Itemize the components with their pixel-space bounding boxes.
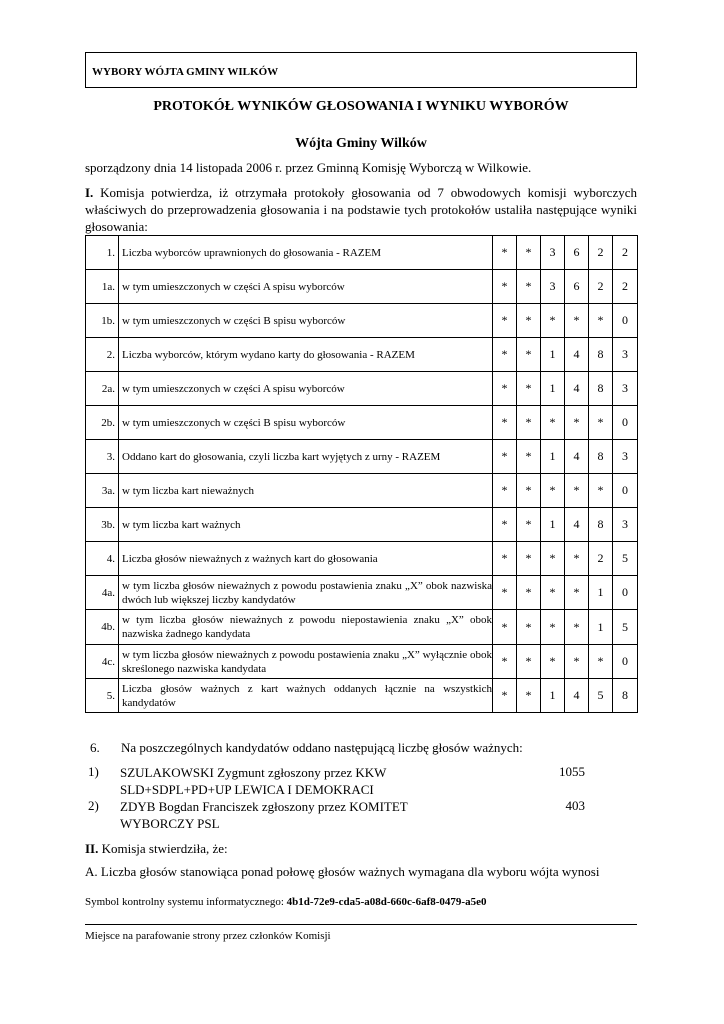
digit-cell: * [517, 508, 541, 542]
candidate-name: SZULAKOWSKI Zygmunt zgłoszony przez KKW SLD+SDPL+PD+UP LEWICA I DEMOKRACI [120, 765, 387, 797]
section-a-text: A. Liczba głosów stanowiąca ponad połowę głosów ważnych wymagana dla wyboru wójta wynosi [85, 864, 600, 879]
digit-cell: * [565, 576, 589, 610]
table-row [86, 576, 638, 610]
row-number: 2. [86, 338, 119, 372]
digit-cell: * [541, 542, 565, 576]
table-row [86, 440, 638, 474]
digit-cell: * [493, 270, 517, 304]
table-row [86, 338, 638, 372]
digit-cell: 6 [565, 270, 589, 304]
digit-cell: 2 [589, 270, 613, 304]
candidate-votes: 1055 [559, 764, 585, 779]
table-row [86, 406, 638, 440]
header-box [85, 52, 637, 88]
control-symbol [85, 896, 486, 908]
section-2-text [85, 841, 228, 857]
row-number: 1b. [86, 304, 119, 338]
digit-cell: * [565, 304, 589, 338]
section-1-body: Komisja potwierdza, iż otrzymała protokoły głosowania od 7 obwodowych komisji wyborczych właściwych do przeprowadzenia głosowania i na podstawie tych protokołów ustaliła następujące wyniki głosowania: [85, 185, 637, 234]
digit-cell: 4 [565, 440, 589, 474]
table-row [86, 236, 638, 270]
row-description: Liczba wyborców, którym wydano karty do głosowania - RAZEM [119, 338, 493, 372]
digit-cell: 8 [589, 508, 613, 542]
table-row [86, 270, 638, 304]
digit-cell: 4 [565, 338, 589, 372]
digit-cell: 1 [541, 679, 565, 713]
control-symbol-code: 4b1d-72e9-cda5-a08d-660c-6af8-0479-a5e0 [286, 896, 487, 908]
row-description: w tym liczba głosów nieważnych z powodu postawienia znaku „X” obok nazwiska dwóch lub większej liczby kandydatów [119, 576, 493, 610]
row-number: 3. [86, 440, 119, 474]
digit-cell: * [493, 236, 517, 270]
digit-cell: * [517, 440, 541, 474]
digit-cell: * [493, 679, 517, 713]
row-description: w tym umieszczonych w części A spisu wyborców [119, 372, 493, 406]
section-2-label: II. [85, 841, 99, 856]
table-row [86, 304, 638, 338]
digit-cell: * [565, 542, 589, 576]
section-1-label: I. [85, 185, 94, 200]
digit-cell: 6 [565, 236, 589, 270]
digit-cell: 3 [541, 236, 565, 270]
digit-cell: * [565, 645, 589, 679]
row-number: 5. [86, 679, 119, 713]
digit-cell: * [517, 236, 541, 270]
control-symbol-label: Symbol kontrolny systemu informatycznego: [85, 896, 287, 908]
section-1-text [85, 184, 637, 235]
candidate-index: 1) [88, 764, 99, 779]
row-description: w tym liczba kart nieważnych [119, 474, 493, 508]
digit-cell: 3 [541, 270, 565, 304]
digit-cell: 0 [613, 645, 638, 679]
table-row [86, 610, 638, 645]
row-description: w tym umieszczonych w części B spisu wyborców [119, 304, 493, 338]
digit-cell: 8 [589, 338, 613, 372]
digit-cell: 5 [589, 679, 613, 713]
digit-cell: * [541, 474, 565, 508]
digit-cell: * [517, 542, 541, 576]
digit-cell: * [565, 474, 589, 508]
digit-cell: 4 [565, 679, 589, 713]
document-subtitle: Wójta Gminy Wilków [295, 136, 427, 151]
digit-cell: 0 [613, 304, 638, 338]
table-row [86, 645, 638, 679]
table-row [86, 508, 638, 542]
candidate-votes: 403 [565, 798, 585, 813]
digit-cell: * [541, 610, 565, 645]
initials-area-label: Miejsce na parafowanie strony przez członków Komisji [85, 930, 331, 942]
digit-cell: 2 [589, 236, 613, 270]
digit-cell: 3 [613, 440, 638, 474]
digit-cell: 1 [541, 440, 565, 474]
digit-cell: * [517, 576, 541, 610]
digit-cell: * [493, 304, 517, 338]
row-description: w tym umieszczonych w części A spisu wyborców [119, 270, 493, 304]
row-description: Liczba głosów ważnych z kart ważnych oddanych łącznie na wszystkich kandydatów [119, 679, 493, 713]
digit-cell: * [493, 338, 517, 372]
row-description: Liczba głosów nieważnych z ważnych kart do głosowania [119, 542, 493, 576]
document-title: PROTOKÓŁ WYNIKÓW GŁOSOWANIA I WYNIKU WYBORÓW [153, 99, 569, 114]
candidate-index: 2) [88, 798, 99, 813]
digit-cell: 8 [589, 440, 613, 474]
digit-cell: * [517, 338, 541, 372]
digit-cell: * [589, 406, 613, 440]
digit-cell: 4 [565, 508, 589, 542]
digit-cell: 5 [613, 610, 638, 645]
digit-cell: 0 [613, 576, 638, 610]
row-description: w tym liczba głosów nieważnych z powodu niepostawienia znaku „X” obok nazwiska żadnego kandydata [119, 610, 493, 645]
digit-cell: 8 [613, 679, 638, 713]
candidates-header-text: Na poszczególnych kandydatów oddano następującą liczbę głosów ważnych: [121, 740, 523, 755]
digit-cell: * [517, 372, 541, 406]
digit-cell: * [589, 304, 613, 338]
digit-cell: * [493, 474, 517, 508]
candidate-name: ZDYB Bogdan Franciszek zgłoszony przez KOMITET WYBORCZY PSL [120, 799, 408, 831]
digit-cell: * [493, 406, 517, 440]
candidates-header-number: 6. [90, 740, 100, 755]
header-title: WYBORY WÓJTA GMINY WILKÓW [92, 66, 279, 78]
row-number: 4a. [86, 576, 119, 610]
digit-cell: * [517, 645, 541, 679]
digit-cell: * [517, 610, 541, 645]
digit-cell: * [541, 304, 565, 338]
digit-cell: * [517, 304, 541, 338]
row-number: 1. [86, 236, 119, 270]
digit-cell: 4 [565, 372, 589, 406]
row-number: 4b. [86, 610, 119, 645]
footer-divider [85, 924, 637, 925]
digit-cell: 5 [613, 542, 638, 576]
row-number: 4. [86, 542, 119, 576]
digit-cell: * [493, 610, 517, 645]
digit-cell: 1 [541, 372, 565, 406]
digit-cell: * [517, 270, 541, 304]
digit-cell: * [541, 645, 565, 679]
digit-cell: * [493, 372, 517, 406]
intro-text: sporządzony dnia 14 listopada 2006 r. przez Gminną Komisję Wyborczą w Wilkowie. [85, 160, 532, 175]
digit-cell: * [565, 610, 589, 645]
row-description: Liczba wyborców uprawnionych do głosowania - RAZEM [119, 236, 493, 270]
digit-cell: * [517, 406, 541, 440]
digit-cell: * [541, 406, 565, 440]
table-row [86, 474, 638, 508]
digit-cell: * [517, 474, 541, 508]
digit-cell: 0 [613, 406, 638, 440]
digit-cell: 1 [589, 576, 613, 610]
digit-cell: 0 [613, 474, 638, 508]
digit-cell: 3 [613, 338, 638, 372]
row-description: Oddano kart do głosowania, czyli liczba kart wyjętych z urny - RAZEM [119, 440, 493, 474]
digit-cell: * [517, 679, 541, 713]
digit-cell: 2 [613, 270, 638, 304]
digit-cell: * [541, 576, 565, 610]
digit-cell: 3 [613, 508, 638, 542]
digit-cell: 1 [541, 338, 565, 372]
digit-cell: * [565, 406, 589, 440]
digit-cell: 3 [613, 372, 638, 406]
digit-cell: 2 [613, 236, 638, 270]
digit-cell: 1 [541, 508, 565, 542]
row-description: w tym liczba kart ważnych [119, 508, 493, 542]
digit-cell: * [493, 576, 517, 610]
digit-cell: * [493, 440, 517, 474]
digit-cell: 2 [589, 542, 613, 576]
row-description: w tym liczba głosów nieważnych z powodu postawienia znaku „X” wyłącznie obok skreślonego nazwiska kandydata [119, 645, 493, 679]
digit-cell: 1 [589, 610, 613, 645]
results-table [85, 235, 638, 713]
table-row [86, 679, 638, 713]
digit-cell: * [493, 508, 517, 542]
row-description: w tym umieszczonych w części B spisu wyborców [119, 406, 493, 440]
row-number: 4c. [86, 645, 119, 679]
row-number: 2a. [86, 372, 119, 406]
digit-cell: * [589, 645, 613, 679]
section-2-body: Komisja stwierdziła, że: [98, 841, 228, 856]
row-number: 3b. [86, 508, 119, 542]
digit-cell: 8 [589, 372, 613, 406]
digit-cell: * [493, 542, 517, 576]
row-number: 1a. [86, 270, 119, 304]
row-number: 2b. [86, 406, 119, 440]
table-row [86, 542, 638, 576]
row-number: 3a. [86, 474, 119, 508]
digit-cell: * [493, 645, 517, 679]
table-row [86, 372, 638, 406]
digit-cell: * [589, 474, 613, 508]
